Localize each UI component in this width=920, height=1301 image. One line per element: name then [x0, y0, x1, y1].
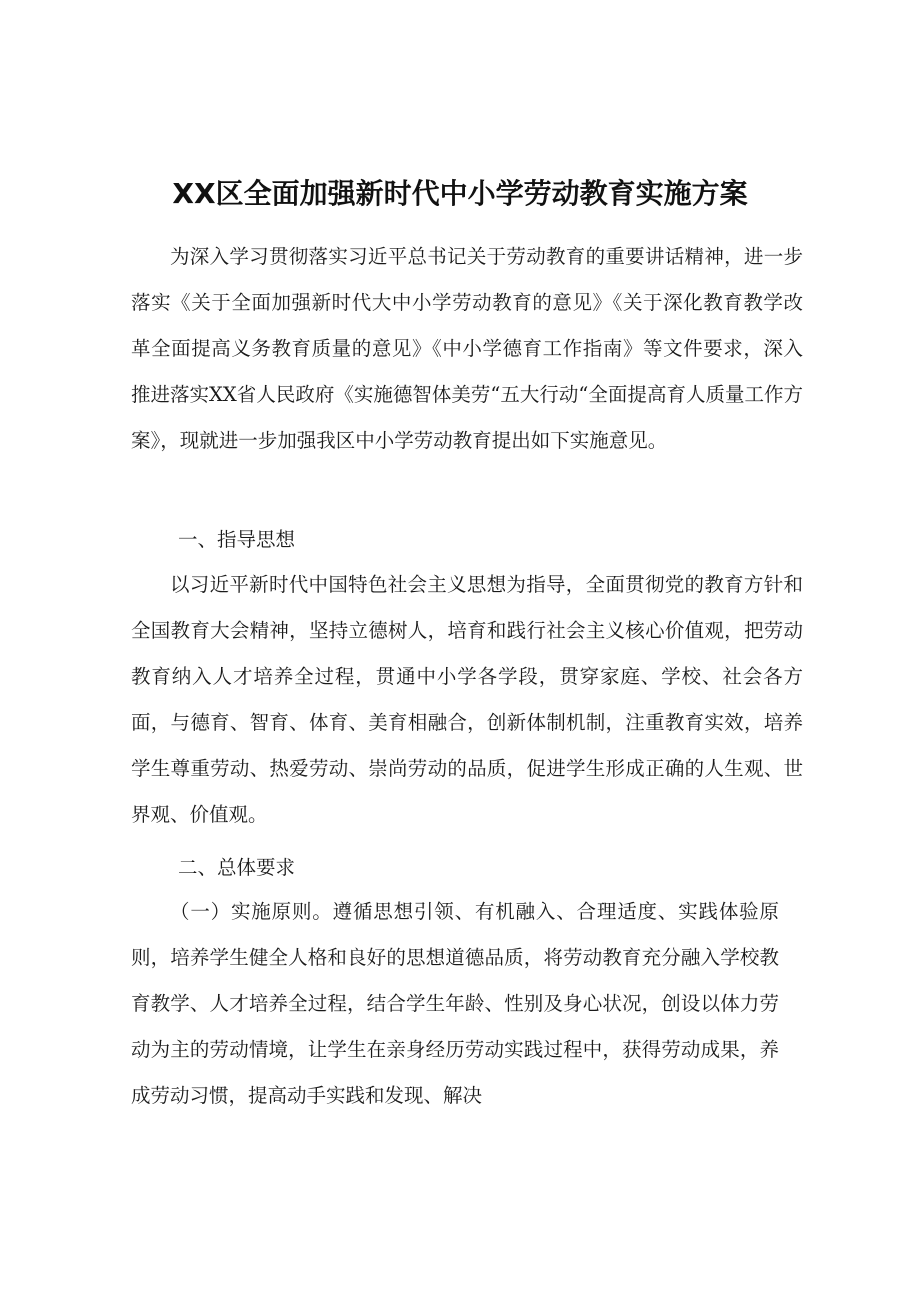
document-title: XX区全面加强新时代中小学劳动教育实施方案 [172, 177, 748, 210]
section-heading-guiding-ideology: 一、指导思想 [178, 528, 296, 551]
implementation-principles-paragraph: （一）实施原则。遵循思想引领、有机融入、合理适度、实践体验原则，培养学生健全人格和良好的思想道德品质，将劳动教育充分融入学校教育教学、人才培养全过程，结合学生年龄、性别及身心状况，创设以体力劳动为主的劳动情境，让学生在亲身经历劳动实践过程中，获得劳动成果，养成劳动习惯，提高动手实践和发现、解决 [131, 900, 779, 1107]
intro-paragraph: 为深入学习贯彻落实习近平总书记关于劳动教育的重要讲话精神，进一步落实《关于全面加强新时代大中小学劳动教育的意见》《关于深化教育教学改革全面提高义务教育质量的意见》《中小学德育工作指南》等文件要求，深入推进落实XX省人民政府《实施德智体美劳“五大行动“全面提高育人质量工作方案》，现就进一步加强我区中小学劳动教育提出如下实施意见。 [131, 245, 803, 452]
guiding-ideology-paragraph: 以习近平新时代中国特色社会主义思想为指导，全面贯彻党的教育方针和全国教育大会精神，坚持立德树人，培育和践行社会主义核心价值观，把劳动教育纳入人才培养全过程，贯通中小学各学段，贯穿家庭、学校、社会各方面，与德育、智育、体育、美育相融合，创新体制机制，注重教育实效，培养学生尊重劳动、热爱劳动、崇尚劳动的品质，促进学生形成正确的人生观、世界观、价值观。 [131, 573, 803, 826]
section-heading-general-requirements: 二、总体要求 [178, 856, 296, 879]
